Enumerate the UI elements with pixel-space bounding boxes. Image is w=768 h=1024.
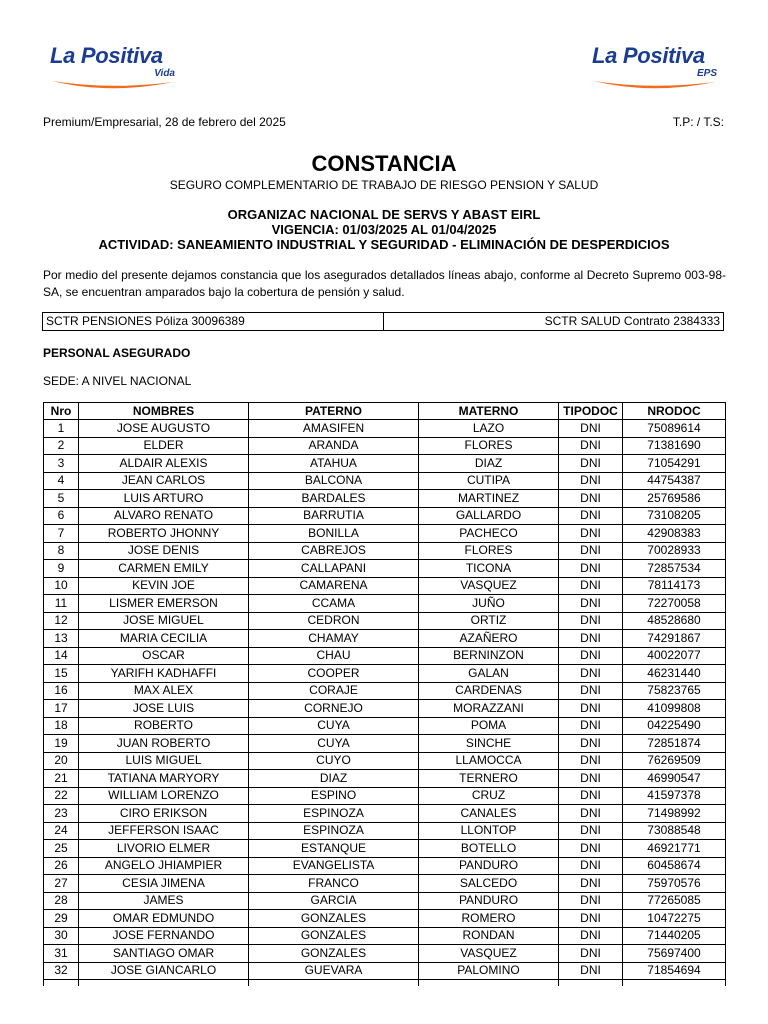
cell-nrodoc: 40022077: [623, 647, 726, 665]
col-header-nro: Nro: [44, 403, 79, 420]
cell-materno: GALLARDO: [419, 507, 559, 525]
cell-materno: PALOMINO: [419, 962, 559, 980]
cell-nombres: LIVORIO ELMER: [79, 840, 249, 858]
cell-nrodoc: 72270058: [623, 595, 726, 613]
cell-materno: PANDURO: [419, 857, 559, 875]
cell-paterno: AMASIFEN: [249, 420, 419, 438]
cell-materno: CANALES: [419, 805, 559, 823]
cell-paterno: CHAMAY: [249, 630, 419, 648]
cell-nro: 12: [44, 612, 79, 630]
table-row: [44, 560, 726, 578]
cell-tipodoc: DNI: [559, 752, 623, 770]
cell-nombres: OMAR EDMUNDO: [79, 910, 249, 928]
cell-paterno: BONILLA: [249, 525, 419, 543]
cell-tipodoc: DNI: [559, 717, 623, 735]
cell-paterno: CAMARENA: [249, 577, 419, 595]
cell-nro: 1: [44, 420, 79, 438]
cell-nro: 16: [44, 682, 79, 700]
cell-tipodoc: DNI: [559, 910, 623, 928]
cell-nrodoc: 71054291: [623, 455, 726, 473]
cell-nrodoc: 72857534: [623, 560, 726, 578]
cell-materno: ROMERO: [419, 910, 559, 928]
cell-nombres: ANGELO JHIAMPIER: [79, 857, 249, 875]
empty-cell: [559, 980, 623, 987]
table-row: [44, 962, 726, 980]
vigencia-line: VIGENCIA: 01/03/2025 AL 01/04/2025: [271, 222, 497, 237]
cell-nro: 10: [44, 577, 79, 595]
table-row: [44, 507, 726, 525]
table-row: [44, 455, 726, 473]
cell-nombres: TATIANA MARYORY: [79, 770, 249, 788]
cell-nombres: ELDER: [79, 437, 249, 455]
table-row: [44, 927, 726, 945]
cell-nro: 31: [44, 945, 79, 963]
cell-tipodoc: DNI: [559, 630, 623, 648]
cell-nro: 6: [44, 507, 79, 525]
cell-nrodoc: 71498992: [623, 805, 726, 823]
cell-tipodoc: DNI: [559, 962, 623, 980]
cell-nro: 5: [44, 490, 79, 508]
logo-brand-text: La Positiva: [592, 43, 705, 68]
cell-paterno: ATAHUA: [249, 455, 419, 473]
table-row: [44, 665, 726, 683]
table-row: [44, 840, 726, 858]
cell-tipodoc: DNI: [559, 577, 623, 595]
cell-paterno: DIAZ: [249, 770, 419, 788]
empty-cell: [44, 980, 79, 987]
table-row: [44, 700, 726, 718]
table-row: [44, 682, 726, 700]
cell-nro: 20: [44, 752, 79, 770]
cell-nro: 32: [44, 962, 79, 980]
cell-materno: GALAN: [419, 665, 559, 683]
cell-paterno: CUYO: [249, 752, 419, 770]
cell-nombres: WILLIAM LORENZO: [79, 787, 249, 805]
cell-paterno: CEDRON: [249, 612, 419, 630]
cell-nrodoc: 46921771: [623, 840, 726, 858]
cell-nombres: JOSE LUIS: [79, 700, 249, 718]
cell-nombres: KEVIN JOE: [79, 577, 249, 595]
cell-paterno: CUYA: [249, 735, 419, 753]
cell-nro: 14: [44, 647, 79, 665]
table-row: [44, 420, 726, 438]
cell-nrodoc: 25769586: [623, 490, 726, 508]
cell-paterno: BALCONA: [249, 472, 419, 490]
cell-materno: BOTELLO: [419, 840, 559, 858]
cell-materno: RONDAN: [419, 927, 559, 945]
cell-materno: CARDENAS: [419, 682, 559, 700]
cell-materno: CRUZ: [419, 787, 559, 805]
cell-paterno: GONZALES: [249, 910, 419, 928]
cell-nrodoc: 71440205: [623, 927, 726, 945]
cell-nombres: CIRO ERIKSON: [79, 805, 249, 823]
cell-nrodoc: 60458674: [623, 857, 726, 875]
cell-paterno: CORNEJO: [249, 700, 419, 718]
document-subtitle: SEGURO COMPLEMENTARIO DE TRABAJO DE RIESGO PENSION Y SALUD: [169, 178, 599, 192]
cell-nrodoc: 74291867: [623, 630, 726, 648]
cell-materno: CUTIPA: [419, 472, 559, 490]
cell-nrodoc: 78114173: [623, 577, 726, 595]
table-row: [44, 822, 726, 840]
cell-materno: VASQUEZ: [419, 945, 559, 963]
cell-paterno: ESPINOZA: [249, 805, 419, 823]
cell-nrodoc: 10472275: [623, 910, 726, 928]
cell-nro: 11: [44, 595, 79, 613]
cell-tipodoc: DNI: [559, 612, 623, 630]
cell-nombres: MAX ALEX: [79, 682, 249, 700]
insured-table: [43, 402, 726, 986]
cell-materno: SALCEDO: [419, 875, 559, 893]
cell-nrodoc: 72851874: [623, 735, 726, 753]
cell-materno: MARTINEZ: [419, 490, 559, 508]
table-row: [44, 542, 726, 560]
cell-paterno: ESPINO: [249, 787, 419, 805]
cell-nrodoc: 76269509: [623, 752, 726, 770]
table-header-row: [44, 403, 726, 420]
cell-paterno: FRANCO: [249, 875, 419, 893]
cell-tipodoc: DNI: [559, 682, 623, 700]
cell-nombres: ROBERTO: [79, 717, 249, 735]
cell-nro: 30: [44, 927, 79, 945]
orange-swoosh-icon: [592, 79, 717, 93]
cell-nrodoc: 73088548: [623, 822, 726, 840]
cell-materno: FLORES: [419, 542, 559, 560]
table-row: [44, 472, 726, 490]
table-row: [44, 857, 726, 875]
cell-materno: FLORES: [419, 437, 559, 455]
cell-paterno: BARRUTIA: [249, 507, 419, 525]
col-header-nombres: NOMBRES: [79, 403, 249, 420]
table-row: [44, 717, 726, 735]
col-header-nrodoc: NRODOC: [623, 403, 726, 420]
table-row: [44, 945, 726, 963]
cell-nrodoc: 75823765: [623, 682, 726, 700]
cell-paterno: EVANGELISTA: [249, 857, 419, 875]
logo-brand-text: La Positiva: [50, 43, 163, 68]
cell-tipodoc: DNI: [559, 840, 623, 858]
cell-tipodoc: DNI: [559, 787, 623, 805]
policy-box: [42, 312, 724, 331]
personal-heading: PERSONAL ASEGURADO: [43, 346, 191, 360]
cell-tipodoc: DNI: [559, 560, 623, 578]
table-row: [44, 647, 726, 665]
cell-paterno: ARANDA: [249, 437, 419, 455]
cell-nrodoc: 46990547: [623, 770, 726, 788]
cell-nrodoc: 04225490: [623, 717, 726, 735]
la-positiva-vida-logo: [50, 44, 175, 93]
table-row: [44, 875, 726, 893]
cell-nrodoc: 77265085: [623, 892, 726, 910]
cell-tipodoc: DNI: [559, 770, 623, 788]
cell-paterno: GARCIA: [249, 892, 419, 910]
cell-nombres: JUAN ROBERTO: [79, 735, 249, 753]
cell-nro: 2: [44, 437, 79, 455]
cell-nombres: ALVARO RENATO: [79, 507, 249, 525]
cell-nro: 25: [44, 840, 79, 858]
cell-nro: 15: [44, 665, 79, 683]
cell-nombres: ALDAIR ALEXIS: [79, 455, 249, 473]
cell-nombres: JOSE DENIS: [79, 542, 249, 560]
empty-cell: [79, 980, 249, 987]
cell-nro: 8: [44, 542, 79, 560]
empty-cell: [249, 980, 419, 987]
document-title: CONSTANCIA: [311, 151, 457, 176]
table-row: [44, 437, 726, 455]
cell-paterno: CHAU: [249, 647, 419, 665]
cell-paterno: ESTANQUE: [249, 840, 419, 858]
cell-tipodoc: DNI: [559, 927, 623, 945]
cell-paterno: ESPINOZA: [249, 822, 419, 840]
cell-tipodoc: DNI: [559, 542, 623, 560]
cell-tipodoc: DNI: [559, 490, 623, 508]
empty-cell: [419, 980, 559, 987]
cell-materno: JUÑO: [419, 595, 559, 613]
cell-materno: PANDURO: [419, 892, 559, 910]
cell-nro: 21: [44, 770, 79, 788]
cell-materno: LAZO: [419, 420, 559, 438]
company-name: ORGANIZAC NACIONAL DE SERVS Y ABAST EIRL: [227, 207, 541, 222]
cell-nro: 24: [44, 822, 79, 840]
cell-tipodoc: DNI: [559, 647, 623, 665]
cell-materno: AZAÑERO: [419, 630, 559, 648]
cell-materno: SINCHE: [419, 735, 559, 753]
table-row: [44, 787, 726, 805]
cell-nrodoc: 44754387: [623, 472, 726, 490]
table-row: [44, 630, 726, 648]
table-row: [44, 770, 726, 788]
cell-nombres: LUIS ARTURO: [79, 490, 249, 508]
table-row: [44, 525, 726, 543]
col-header-tipodoc: TIPODOC: [559, 403, 623, 420]
cell-nombres: JAMES: [79, 892, 249, 910]
cell-nro: 7: [44, 525, 79, 543]
col-header-paterno: PATERNO: [249, 403, 419, 420]
cell-tipodoc: DNI: [559, 437, 623, 455]
cell-tipodoc: DNI: [559, 857, 623, 875]
cell-nrodoc: 71854694: [623, 962, 726, 980]
cell-nrodoc: 70028933: [623, 542, 726, 560]
cell-paterno: CCAMA: [249, 595, 419, 613]
tp-ts-label: T.P: / T.S:: [672, 115, 724, 129]
cell-nro: 27: [44, 875, 79, 893]
cell-nro: 19: [44, 735, 79, 753]
cell-materno: BERNINZON: [419, 647, 559, 665]
cell-materno: ORTIZ: [419, 612, 559, 630]
sede-label: SEDE: A NIVEL NACIONAL: [43, 374, 192, 388]
cell-nombres: MARIA CECILIA: [79, 630, 249, 648]
table-row: [44, 490, 726, 508]
cell-tipodoc: DNI: [559, 455, 623, 473]
table-row: [44, 735, 726, 753]
cell-paterno: CUYA: [249, 717, 419, 735]
cell-nombres: CESIA JIMENA: [79, 875, 249, 893]
logo-sub-text: EPS: [696, 68, 717, 79]
cell-tipodoc: DNI: [559, 945, 623, 963]
place-date: Premium/Empresarial, 28 de febrero del 2025: [43, 115, 286, 129]
cell-nro: 3: [44, 455, 79, 473]
table-row: [44, 752, 726, 770]
cell-materno: LLAMOCCA: [419, 752, 559, 770]
cell-nro: 28: [44, 892, 79, 910]
cell-nro: 17: [44, 700, 79, 718]
table-row: [44, 595, 726, 613]
cell-nombres: ROBERTO JHONNY: [79, 525, 249, 543]
cell-paterno: CORAJE: [249, 682, 419, 700]
cell-tipodoc: DNI: [559, 420, 623, 438]
cell-tipodoc: DNI: [559, 805, 623, 823]
cell-nombres: JOSE GIANCARLO: [79, 962, 249, 980]
cell-nrodoc: 75970576: [623, 875, 726, 893]
cell-tipodoc: DNI: [559, 892, 623, 910]
cell-nro: 22: [44, 787, 79, 805]
cell-paterno: GONZALES: [249, 945, 419, 963]
cell-materno: DIAZ: [419, 455, 559, 473]
cell-nrodoc: 75089614: [623, 420, 726, 438]
cell-materno: VASQUEZ: [419, 577, 559, 595]
cell-tipodoc: DNI: [559, 875, 623, 893]
cell-materno: LLONTOP: [419, 822, 559, 840]
cell-nrodoc: 41099808: [623, 700, 726, 718]
cell-tipodoc: DNI: [559, 507, 623, 525]
cell-materno: MORAZZANI: [419, 700, 559, 718]
cell-nombres: LUIS MIGUEL: [79, 752, 249, 770]
table-row-continuation: [44, 980, 726, 987]
cell-nrodoc: 42908383: [623, 525, 726, 543]
cell-nombres: JOSE MIGUEL: [79, 612, 249, 630]
cell-nrodoc: 75697400: [623, 945, 726, 963]
cell-paterno: GUEVARA: [249, 962, 419, 980]
cell-materno: PACHECO: [419, 525, 559, 543]
la-positiva-eps-logo: [592, 44, 717, 93]
cell-nro: 4: [44, 472, 79, 490]
cell-nro: 13: [44, 630, 79, 648]
cell-tipodoc: DNI: [559, 735, 623, 753]
cell-tipodoc: DNI: [559, 665, 623, 683]
orange-swoosh-icon: [50, 79, 175, 93]
cell-nombres: JEAN CARLOS: [79, 472, 249, 490]
cell-tipodoc: DNI: [559, 700, 623, 718]
cell-nrodoc: 71381690: [623, 437, 726, 455]
cell-nombres: JOSE FERNANDO: [79, 927, 249, 945]
cell-tipodoc: DNI: [559, 472, 623, 490]
cell-nro: 9: [44, 560, 79, 578]
intro-paragraph: Por medio del presente dejamos constancia que los asegurados detallados líneas abajo, conforme al Decreto Supremo 003-98-SA, se encuentran amparados bajo la cobertura de pensión y salud.: [43, 268, 726, 299]
cell-nro: 26: [44, 857, 79, 875]
cell-tipodoc: DNI: [559, 822, 623, 840]
cell-nombres: LISMER EMERSON: [79, 595, 249, 613]
pensiones-policy: SCTR PENSIONES Póliza 30096389: [46, 314, 245, 328]
cell-nro: 29: [44, 910, 79, 928]
table-row: [44, 805, 726, 823]
cell-nrodoc: 46231440: [623, 665, 726, 683]
cell-paterno: GONZALES: [249, 927, 419, 945]
cell-nombres: JOSE AUGUSTO: [79, 420, 249, 438]
cell-paterno: COOPER: [249, 665, 419, 683]
cell-nombres: CARMEN EMILY: [79, 560, 249, 578]
table-row: [44, 612, 726, 630]
table-row: [44, 892, 726, 910]
cell-nombres: YARIFH KADHAFFI: [79, 665, 249, 683]
col-header-materno: MATERNO: [419, 403, 559, 420]
cell-paterno: CALLAPANI: [249, 560, 419, 578]
logo-sub-text: Vida: [154, 68, 175, 79]
cell-paterno: CABREJOS: [249, 542, 419, 560]
cell-nombres: JEFFERSON ISAAC: [79, 822, 249, 840]
cell-materno: POMA: [419, 717, 559, 735]
table-row: [44, 910, 726, 928]
cell-tipodoc: DNI: [559, 525, 623, 543]
cell-materno: TICONA: [419, 560, 559, 578]
cell-nro: 23: [44, 805, 79, 823]
table-row: [44, 577, 726, 595]
cell-nombres: SANTIAGO OMAR: [79, 945, 249, 963]
cell-paterno: BARDALES: [249, 490, 419, 508]
empty-cell: [623, 980, 726, 987]
cell-nrodoc: 41597378: [623, 787, 726, 805]
cell-nrodoc: 48528680: [623, 612, 726, 630]
actividad-line: ACTIVIDAD: SANEAMIENTO INDUSTRIAL Y SEGURIDAD - ELIMINACIÓN DE DESPERDICIOS: [98, 237, 670, 252]
cell-tipodoc: DNI: [559, 595, 623, 613]
cell-nrodoc: 73108205: [623, 507, 726, 525]
cell-nro: 18: [44, 717, 79, 735]
cell-nombres: OSCAR: [79, 647, 249, 665]
table-body: [44, 420, 726, 987]
salud-contract: SCTR SALUD Contrato 2384333: [383, 313, 724, 330]
cell-materno: TERNERO: [419, 770, 559, 788]
